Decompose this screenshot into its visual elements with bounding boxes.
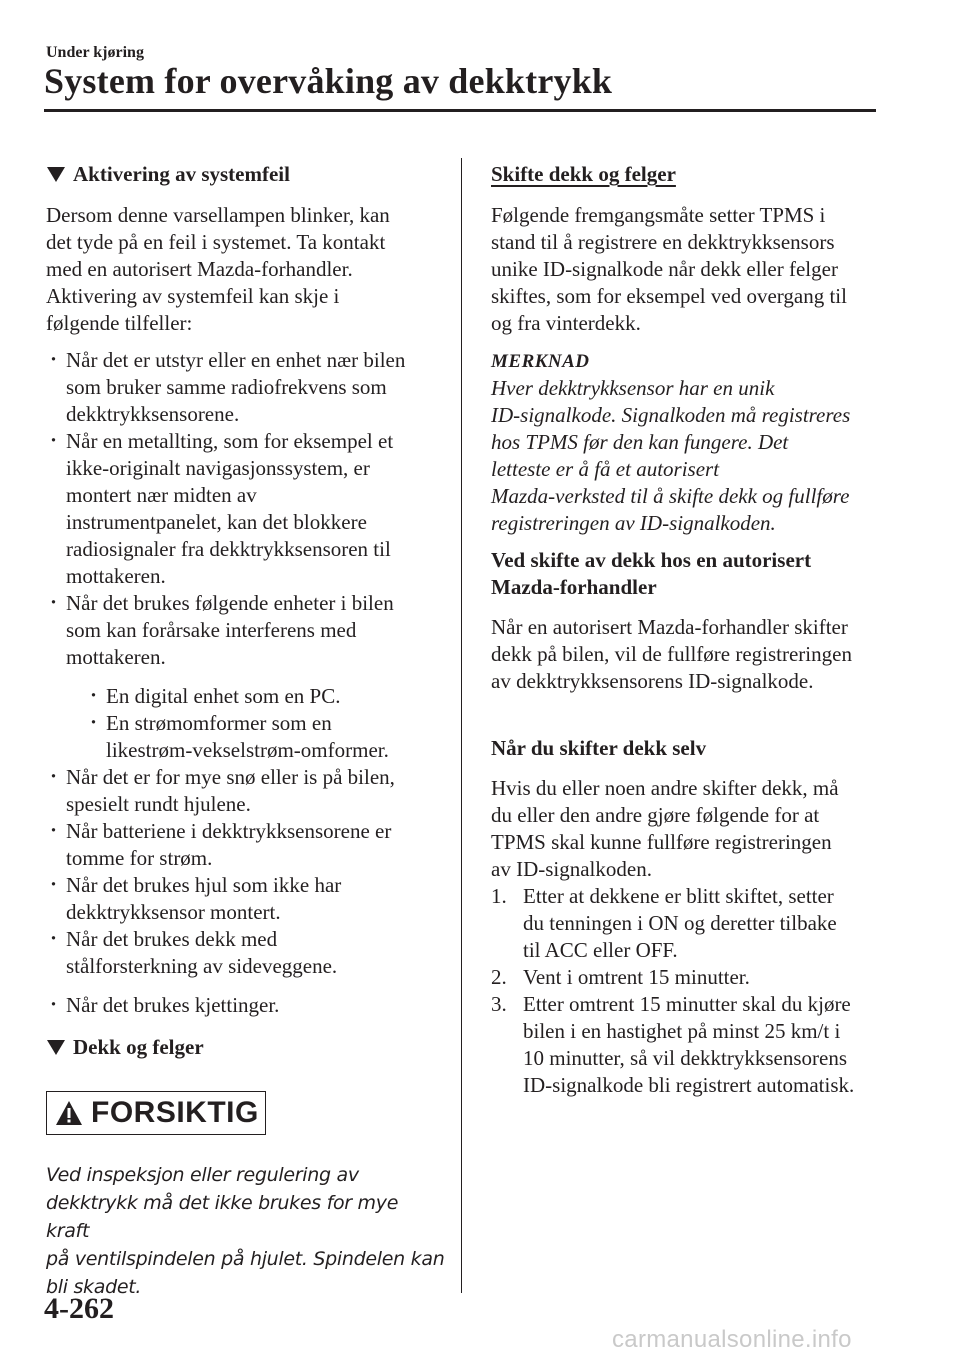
page-title: System for overvåking av dekktrykk [44, 61, 613, 101]
note-label: MERKNAD [491, 351, 590, 372]
list-item: · Når det brukes hjul som ikke har dekktrykksensor montert. [46, 872, 446, 926]
list-item: · Når det er utstyr eller en enhet nær bilen som bruker samme radiofrekvens som dekktrykksensorene. [46, 347, 446, 428]
list-item: · Når det brukes følgende enheter i bilen som kan forårsake interferens med mottakeren. [46, 590, 446, 671]
left-column [46, 160, 446, 1301]
section-heading-system-fault [46, 160, 446, 188]
sub-list-item: · En digital enhet som en PC. [86, 683, 446, 710]
column-divider [461, 158, 462, 1293]
header-rule [44, 109, 876, 112]
section-heading-tires [46, 1033, 446, 1061]
watermark: carmanualsonline.info [612, 1326, 852, 1353]
list-item: · Når det brukes dekk med stålforsterkning av sideveggene. [46, 926, 446, 980]
caution-label: FORSIKTIG [91, 1096, 259, 1129]
fault-cause-list-continued [46, 764, 446, 1019]
section-heading-text: Dekk og felger [73, 1035, 204, 1059]
subheading-change-tires: Skifte dekk og felger [491, 162, 676, 186]
subheading-self: Når du skifter dekk selv [491, 736, 707, 760]
fault-cause-list [46, 347, 446, 671]
note-text: Hver dekktrykksensor har en unik ID-signalkode. Signalkoden må registreres hos TPMS før den kan fungere. Det letteste er å få et autorisert Mazda-verksted til å skifte dekk og fullføre registreringen av ID-signalkoden. [491, 376, 851, 535]
warning-icon [55, 1100, 83, 1126]
change-tires-intro: Følgende fremgangsmåte setter TPMS i stand til å registrere en dekktrykksensors unike ID-signalkode når dekk eller felger skiftes, som for eksempel ved overgang til og fra vinterdekk. [491, 203, 847, 335]
dealer-paragraph: Når en autorisert Mazda-forhandler skifter dekk på bilen, vil de fullføre registreringen av dekktrykksensorens ID-signalkode. [491, 615, 852, 693]
device-sub-list [46, 683, 446, 764]
caution-text: Ved inspeksjon eller regulering av dekktrykk må det ikke brukes for mye kraft på ventilspindelen på hjulet. Spindelen kan bli skadet. [46, 1164, 445, 1298]
triangle-down-icon [47, 167, 65, 182]
step-item: 2. Vent i omtrent 15 minutter. [491, 965, 750, 989]
right-column [491, 160, 883, 1099]
intro-paragraph: Dersom denne varsellampen blinker, kan det tyde på en feil i systemet. Ta kontakt med en autorisert Mazda-forhandler. Aktivering av systemfeil kan skje i følgende tilfeller: [46, 203, 390, 335]
registration-steps [491, 883, 883, 1099]
list-item: · Når det er for mye snø eller is på bilen, spesielt rundt hjulene. [46, 764, 446, 818]
list-item: · Når en metallting, som for eksempel et ikke-originalt navigasjonssystem, er montert nær midten av instrumentpanelet, kan det blokkere radiosignaler fra dekktrykksensoren til mottakeren. [46, 428, 446, 590]
sub-list-item: · En strømomformer som en likestrøm-vekselstrøm-omformer. [86, 710, 446, 764]
section-heading-text: Aktivering av systemfeil [73, 162, 290, 186]
list-item: · Når batteriene i dekktrykksensorene er tomme for strøm. [46, 818, 446, 872]
caution-box [46, 1091, 266, 1135]
subheading-dealer: Ved skifte av dekk hos en autorisert Mazda-forhandler [491, 548, 812, 599]
list-item: · Når det brukes kjettinger. [46, 992, 446, 1019]
step-item: 1. Etter at dekkene er blitt skiftet, setter du tenningen i ON og deretter tilbake til ACC eller OFF. [491, 884, 837, 962]
self-paragraph: Hvis du eller noen andre skifter dekk, må du eller den andre gjøre følgende for at TPMS skal kunne fullføre registreringen av ID-signalkoden. [491, 776, 839, 881]
step-item: 3. Etter omtrent 15 minutter skal du kjøre bilen i en hastighet på minst 25 km/t i 10 minutter, så vil dekktrykksensorens ID-signalkode bli registrert automatisk. [491, 992, 855, 1097]
header-section-label: Under kjøring [46, 44, 144, 61]
page-number: 4-262 [44, 1292, 114, 1325]
triangle-down-icon [47, 1040, 65, 1055]
